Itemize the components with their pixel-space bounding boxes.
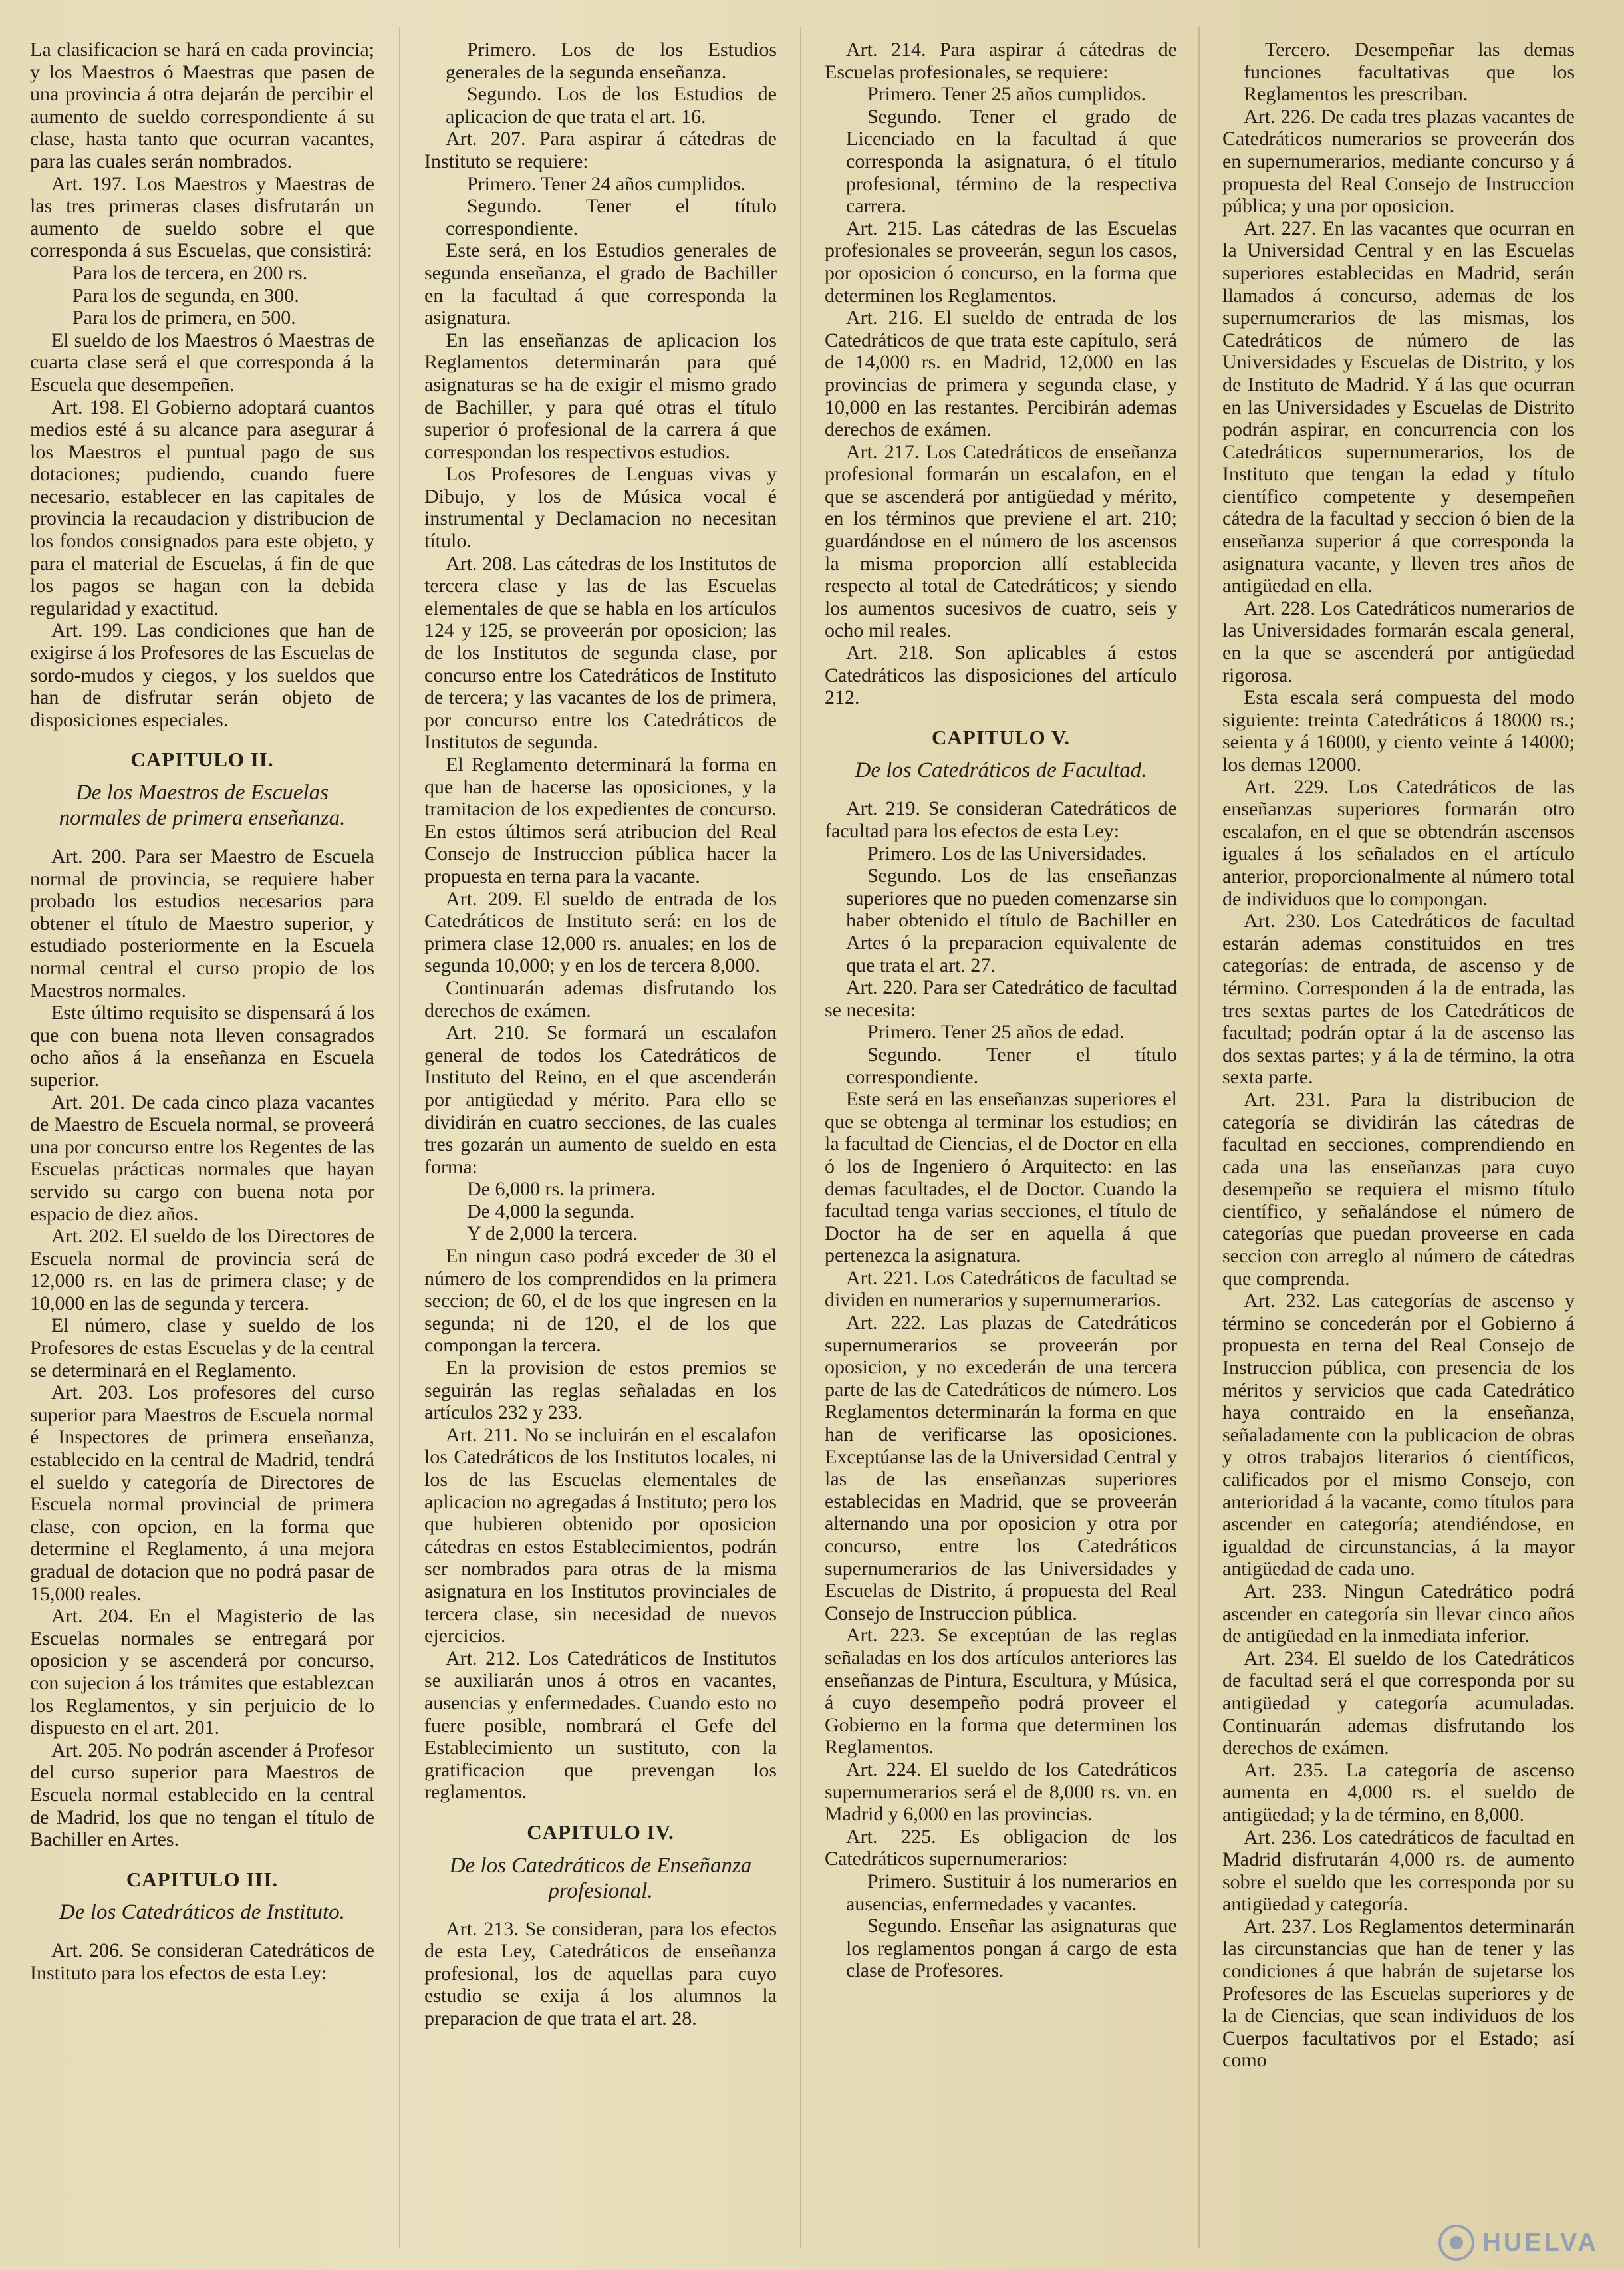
article-paragraph: Art. 225. Es obligacion de los Catedráticos supernumerarios: <box>825 1825 1177 1870</box>
article-paragraph: Art. 237. Los Reglamentos determinarán las circunstancias que han de tener y las condiciones á que habrán de sujetarse los Profesores de las Escuelas superiores y de la de Ciencias, que sean individuos de los Cuerpos facultativos por el Estado; así como <box>1222 1915 1575 2072</box>
column-rule <box>1198 27 1200 2248</box>
article-paragraph: Los Profesores de Lenguas vivas y Dibujo, y los de Música vocal é instrumental y Declamacion no necesitan título. <box>424 463 777 553</box>
article-paragraph: En la provision de estos premios se seguirán las reglas señaladas en los artículos 232 y 233. <box>424 1357 777 1424</box>
article-paragraph: Art. 212. Los Catedráticos de Institutos se auxiliarán unos á otros en vacantes, ausencias y enfermedades. Cuando esto no fuere posible, nombrará el Gefe del Establecimiento un sustituto, con la gratificacion que prevengan los reglamentos. <box>424 1647 777 1804</box>
list-item: De 4,000 la segunda. <box>467 1200 635 1222</box>
article-paragraph: Art. 214. Para aspirar á cátedras de Escuelas profesionales, se requiere: <box>825 39 1177 83</box>
article-paragraph: Art. 206. Se consideran Catedráticos de Instituto para los efectos de esta Ley: <box>30 1939 374 1984</box>
article-paragraph: Art. 236. Los catedráticos de facultad en Madrid disfrutarán 4,000 rs. de aumento sobre el sueldo que les corresponda por su antigüedad y categoría. <box>1222 1826 1575 1915</box>
article-paragraph: Art. 220. Para ser Catedrático de facultad se necesita: <box>825 976 1177 1021</box>
article-paragraph: Art. 219. Se consideran Catedráticos de facultad para los efectos de esta Ley: <box>825 797 1177 842</box>
article-paragraph: Art. 233. Ningun Catedrático podrá ascender en categoría sin llevar cinco años de antigüedad en la inmediata inferior. <box>1222 1580 1575 1647</box>
list-item: Primero. Sustituir á los numerarios en ausencias, enfermedades y vacantes. <box>846 1870 1177 1915</box>
list-item: Segundo. Tener el grado de Licenciado en la facultad á que corresponda la asignatura, ó el título profesional, término de la respectiva carrera. <box>846 105 1177 217</box>
list-item: Primero. Los de las Universidades. <box>867 842 1147 865</box>
article-paragraph: Art. 209. El sueldo de entrada de los Catedráticos de Instituto será: en los de primera clase 12,000 rs. anuales; en los de segunda 10,000; y en los de tercera 8,000. <box>424 887 777 977</box>
article-paragraph: Continuarán ademas disfrutando los derechos de exámen. <box>424 976 777 1022</box>
article-paragraph: Art. 228. Los Catedráticos numerarios de las Universidades formarán escala general, en la que se ascenderá por antigüedad rigorosa. <box>1222 597 1575 686</box>
article-paragraph: Art. 217. Los Catedráticos de enseñanza profesional formarán un escalafon, en el que se ascenderá por antigüedad y mérito, en los términos que previene el art. 210; guardándose en el número de los ascensos la misma proporcion allí establecida respecto al total de Catedráticos; y siendo los aumentos sucesivos de cuatro, seis y ocho mil reales. <box>825 440 1177 642</box>
list-item: Segundo. Enseñar las asignaturas que los reglamentos pongan á cargo de esta clase de Profesores. <box>846 1915 1177 1982</box>
article-paragraph: Art. 235. La categoría de ascenso aumenta en 4,000 rs. el sueldo de antigüedad; y la de término, en 8,000. <box>1222 1759 1575 1826</box>
column-4 <box>1222 39 1575 2247</box>
article-paragraph: En las enseñanzas de aplicacion los Reglamentos determinarán para qué asignaturas se ha de exigir el mismo grado de Bachiller, y para qué otras el título superior ó profesional de la carrera á que correspondan los respectivos estudios. <box>424 329 777 463</box>
list-item: Segundo. Los de los Estudios de aplicacion de que trata el art. 16. <box>446 83 777 128</box>
chapter-heading: CAPITULO II. <box>130 748 274 772</box>
column-2 <box>424 39 777 2247</box>
chapter-subtitle: De los Catedráticos de Facultad. <box>855 758 1147 783</box>
article-paragraph: Art. 210. Se formará un escalafon general de todos los Catedráticos de Instituto del Reino, en el que ascenderán por antigüedad y mérito. Para ello se dividirán en cuatro secciones, de las cuales tres gozarán un aumento de sueldo en esta forma: <box>424 1022 777 1178</box>
chapter-heading: CAPITULO IV. <box>527 1820 674 1844</box>
chapter-subtitle: De los Catedráticos de Enseñanza profesional. <box>449 1853 752 1903</box>
watermark <box>1438 2225 1599 2261</box>
article-paragraph: Art. 230. Los Catedráticos de facultad estarán ademas constituidos en tres categorías: de entrada, de ascenso y de término. Corresponden á la de entrada, las tres sextas partes de los Catedráticos de facultad; podrán optar á la de ascenso las dos sextas partes; y á la de término, la otra sexta parte. <box>1222 910 1575 1089</box>
continued-paragraph: La clasificacion se hará en cada provincia; y los Maestros ó Maestras que pasen de una provincia á otra dejarán de percibir el aumento de sueldo correspondiente á su clase, hasta tanto que ocurran vacantes, para las cuales serán nombrados. <box>30 39 374 172</box>
list-item: Primero. Los de los Estudios generales de la segunda enseñanza. <box>446 39 777 83</box>
article-paragraph: Art. 218. Son aplicables á estos Catedráticos las disposiciones del artículo 212. <box>825 642 1177 709</box>
article-paragraph: El sueldo de los Maestros ó Maestras de cuarta clase será el que corresponda á la Escuela que desempeñen. <box>30 329 374 396</box>
chapter-heading: CAPITULO III. <box>126 1867 279 1891</box>
list-item: Y de 2,000 la tercera. <box>467 1222 638 1245</box>
list-item: Para los de tercera, en 200 rs. <box>72 261 308 284</box>
article-paragraph: Art. 215. Las cátedras de las Escuelas profesionales se proveerán, segun los casos, por oposicion ó concurso, en la forma que determinen los Reglamentos. <box>825 217 1177 307</box>
article-paragraph: Art. 204. En el Magisterio de las Escuelas normales se entregará por oposicion y se ascenderá por concurso, con sujecion á los trámites que establezcan los Reglamentos, y sin perjuicio de lo dispuesto en el art. 201. <box>30 1605 374 1739</box>
article-paragraph: Art. 208. Las cátedras de los Institutos de tercera clase y las de las Escuelas elementales de que se habla en los artículos 124 y 125, se proveerán por oposicion; las de los Institutos de segunda clase, por concurso entre los Catedráticos de Instituto de tercera; y las vacantes de los de primera, por concurso entre los Catedráticos de Institutos de segunda. <box>424 552 777 754</box>
article-paragraph: Esta escala será compuesta del modo siguiente: treinta Catedráticos á 18000 rs.; seienta y á 16000, y ciento veinte á 14000; los demas 12000. <box>1222 686 1575 776</box>
article-paragraph: Art. 213. Se consideran, para los efectos de esta Ley, Catedráticos de enseñanza profesional, los de aquellas para cuyo estudio se exija á los alumnos la preparacion de que trata el art. 28. <box>424 1917 777 2029</box>
article-paragraph: Art. 229. Los Catedráticos de las enseñanzas superiores formarán otro escalafon, en el que se obtendrán ascensos iguales á los señalados en el artículo anterior, proporcionalmente al número total de individuos que lo compongan. <box>1222 776 1575 910</box>
list-item: Para los de segunda, en 300. <box>72 284 299 307</box>
list-item: Primero. Tener 25 años de edad. <box>867 1021 1125 1044</box>
article-paragraph: Art. 222. Las plazas de Catedráticos supernumerarios se proveerán por oposicion, y no excederán de una tercera parte de las de Catedráticos de número. Los Reglamentos determinarán la forma en que han de verificarse las oposiciones. Exceptúanse las de la Universidad Central y las de las enseñanzas superiores establecidas en Madrid, que se proveerán alternando una por oposicion y otra por concurso, entre los Catedráticos supernumerarios de las Universidades y Escuelas de Distrito, á propuesta del Real Consejo de Instruccion pública. <box>825 1312 1177 1624</box>
library-seal-icon <box>1438 2225 1474 2261</box>
column-rule <box>399 27 400 2248</box>
list-item: Tercero. Desempeñar las demas funciones facultativas que los Reglamentos les prescriban. <box>1244 39 1575 106</box>
article-paragraph: Art. 234. El sueldo de los Catedráticos de facultad será el que corresponda por su antigüedad y categoría acumuladas. Continuarán ademas disfrutando los derechos de exámen. <box>1222 1647 1575 1759</box>
article-paragraph: Art. 199. Las condiciones que han de exigirse á los Profesores de las Escuelas de sordo-mudos y ciegos, y los sueldos que han de disfrutar serán objeto de disposiciones especiales. <box>30 619 374 731</box>
article-paragraph: Art. 202. El sueldo de los Directores de Escuela normal de provincia será de 12,000 rs. en las de primera clase; y de 10,000 en las de segunda y tercera. <box>30 1225 374 1314</box>
chapter-subtitle: De los Catedráticos de Instituto. <box>59 1900 345 1925</box>
article-paragraph: El número, clase y sueldo de los Profesores de estas Escuelas y de la central se determinará en el Reglamento. <box>30 1314 374 1381</box>
article-paragraph: En ningun caso podrá exceder de 30 el número de los comprendidos en la primera seccion; de 60, el de los que ingresen en la segunda; ni de 120, el de los que compongan la tercera. <box>424 1245 777 1357</box>
column-rule <box>800 27 801 2248</box>
article-paragraph: Art. 203. Los profesores del curso superior para Maestros de Escuela normal é Inspectores de primera enseñanza, establecido en la central de Madrid, tendrá el sueldo y categoría de Directores de Escuela normal provincial de primera clase, con opcion, en la forma que determine el Reglamento, á una mejora gradual de dotacion que no podrá pasar de 15,000 reales. <box>30 1381 374 1605</box>
article-paragraph: Este será, en los Estudios generales de segunda enseñanza, el grado de Bachiller en la facultad á que corresponda la asignatura. <box>424 239 777 329</box>
article-paragraph: Art. 223. Se exceptúan de las reglas señaladas en los dos artículos anteriores las enseñanzas de Pintura, Escultura, y Música, á cuyo desempeño podrá proveer el Gobierno en la forma que determinen los Reglamentos. <box>825 1624 1177 1759</box>
chapter-subtitle: De los Maestros de Escuelas normales de primera enseñanza. <box>59 781 346 830</box>
article-paragraph: Art. 226. De cada tres plazas vacantes de Catedráticos numerarios se proveerán dos en supernumerarios, mediante concurso y á propuesta del Real Consejo de Instruccion pública; y una por oposicion. <box>1222 105 1575 217</box>
article-paragraph: Art. 216. El sueldo de entrada de los Catedráticos de que trata este capítulo, será de 14,000 rs. en Madrid, 12,000 en las provincias de primera y segunda clase, y 10,000 en las restantes. Percibirán ademas derechos de exámen. <box>825 307 1177 441</box>
list-item: Primero. Tener 25 años cumplidos. <box>867 83 1146 106</box>
list-item: Segundo. Tener el título correspondiente. <box>846 1043 1177 1088</box>
article-paragraph: Art. 224. El sueldo de los Catedráticos supernumerarios será el de 8,000 rs. vn. en Madrid y 6,000 en las provincias. <box>825 1758 1177 1826</box>
article-paragraph: Art. 207. Para aspirar á cátedras de Instituto se requiere: <box>424 128 777 172</box>
article-paragraph: Este será en las enseñanzas superiores el que se obtenga al terminar los estudios; en la facultad de Ciencias, el de Doctor en ella ó los de Ingeniero ó Arquitecto: en las demas facultades, el de Doctor. Cuando la facultad tenga varias secciones, el título de Doctor ha de ser en aquella á que pertenezca la asignatura. <box>825 1088 1177 1267</box>
list-item: Para los de primera, en 500. <box>72 307 296 329</box>
article-paragraph: Art. 201. De cada cinco plaza vacantes de Maestro de Escuela normal, se proveerá una por concurso entre los Regentes de las Escuelas prácticas normales que hayan servido su cargo con buena nota por espacio de diez años. <box>30 1091 374 1225</box>
article-paragraph: Art. 205. No podrán ascender á Profesor del curso superior para Maestros de Escuela normal establecido en la central de Madrid, los que no tengan el título de Bachiller en Artes. <box>30 1739 374 1851</box>
article-paragraph: Art. 197. Los Maestros y Maestras de las tres primeras clases disfrutarán un aumento de sueldo sobre el que corresponda á sus Escuelas, que consistirá: <box>30 172 374 262</box>
chapter-heading: CAPITULO V. <box>932 725 1070 749</box>
list-item: Segundo. Tener el título correspondiente. <box>446 195 777 239</box>
article-paragraph: Art. 227. En las vacantes que ocurran en la Universidad Central y en las Escuelas superiores establecidas en Madrid, serán llamados á concurso, ademas de los supernumerarios de las mismas, los Catedráticos de número de las Universidades y Escuelas de Distrito, y los de Instituto de Madrid. Y á las que ocurran en las Universidades y Escuelas de Distrito podrán aspirar, en concurrencia con los Catedráticos supernumerarios, los de Instituto que tengan la edad y título científico competente y desempeñen cátedra de la facultad y seccion ó bien de la enseñanza superior á que corresponda la asignatura vacante, y lleven tres años de antigüedad en ella. <box>1222 217 1575 597</box>
article-paragraph: Art. 231. Para la distribucion de categoría se dividirán las cátedras de facultad en secciones, comprendiendo en cada una las enseñanzas para cuyo desempeño se requiera el mismo título científico, y señalándose el número de categorías que puedan proveerse en cada seccion con arreglo al número de cátedras que comprenda. <box>1222 1088 1575 1290</box>
article-paragraph: Este último requisito se dispensará á los que con buena nota lleven consagrados ocho años á la enseñanza en Escuela superior. <box>30 1002 374 1091</box>
article-paragraph: Art. 200. Para ser Maestro de Escuela normal de provincia, se requiere haber probado los estudios necesarios para obtener el título de Maestro superior, y estudiado posteriormente en la Escuela normal central el curso propio de los Maestros normales. <box>30 845 374 1002</box>
watermark-text: HUELVA <box>1482 2228 1599 2257</box>
column-3 <box>825 39 1177 2247</box>
article-paragraph: El Reglamento determinará la forma en que han de hacerse las oposiciones, y la tramitacion de los expedientes de concurso. En estos últimos será atribucion del Real Consejo de Instruccion pública hacer la propuesta en terna para la vacante. <box>424 754 777 887</box>
article-paragraph: Art. 211. No se incluirán en el escalafon los Catedráticos de los Institutos locales, ni los de las Escuelas elementales de aplicacion no agregadas á Instituto; pero los que hubieren obtenido por oposicion cátedras en estos Establecimientos, podrán ser nombrados para otras de la misma asignatura en los Institutos provinciales de tercera clase, sin necesidad de nuevos ejercicios. <box>424 1423 777 1647</box>
list-item: Primero. Tener 24 años cumplidos. <box>467 172 745 195</box>
article-paragraph: Art. 221. Los Catedráticos de facultad se dividen en numerarios y supernumerarios. <box>825 1266 1177 1312</box>
column-1 <box>30 39 374 2247</box>
list-item: De 6,000 rs. la primera. <box>467 1178 656 1201</box>
article-paragraph: Art. 198. El Gobierno adoptará cuantos medios esté á su alcance para asegurar á los Maestros el puntual pago de sus dotaciones; pudiendo, cuando fuere necesario, establecer en las capitales de provincia la recaudacion y distribucion de los fondos consignados para este objeto, y para el material de Escuelas, á fin de que los pagos se hagan con la debida regularidad y exactitud. <box>30 396 374 619</box>
list-item: Segundo. Los de las enseñanzas superiores que no pueden comenzarse sin haber obtenido el título de Bachiller en Artes ó la preparacion equivalente de que trata el art. 27. <box>846 865 1177 976</box>
article-paragraph: Art. 232. Las categorías de ascenso y término se concederán por el Gobierno á propuesta en terna del Real Consejo de Instruccion pública, con presencia de los méritos y servicios que cada Catedrático haya contraido en la enseñanza, señaladamente con la publicacion de obras y otros trabajos literarios ó científicos, calificados por el mismo Consejo, con anterioridad á la vacante, como títulos para ascender en categoría; atendiéndose, en igualdad de circunstancias, á la mayor antigüedad de cada uno. <box>1222 1290 1575 1580</box>
